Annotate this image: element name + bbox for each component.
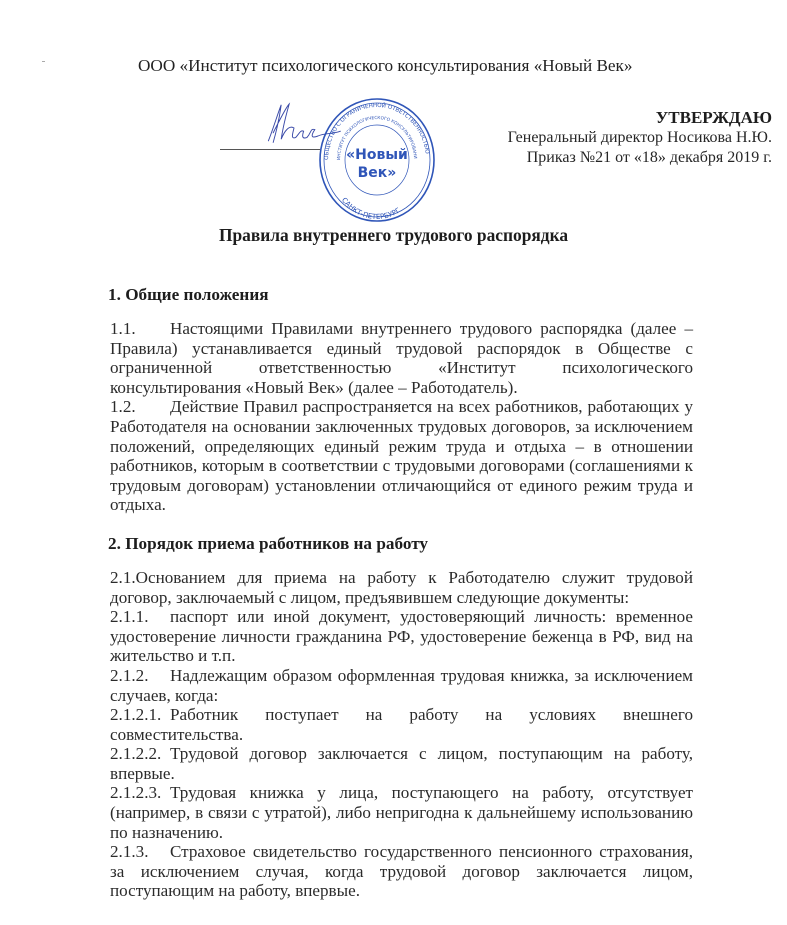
paragraph-number: 1.2. [110,397,136,417]
stamp-outer-text: ОБЩЕСТВО С ОГРАНИЧЕННОЙ ОТВЕТСТВЕННОСТЬЮ [323,102,430,161]
paragraph-text: Страховое свидетельство государственного пенсионного страхования, за исключением случая, когда трудовой договор заключается лицом, поступающим на работу, впервые. [110,842,693,901]
paragraph-text: паспорт или иной документ, удостоверяющий личность: временное удостоверение личности гражданина РФ, удостоверение беженца в РФ, вид на жительство и т.п. [110,607,693,666]
stamp-city-text: САНКТ-ПЕТЕРБУРГ [339,196,402,222]
approval-heading: УТВЕРЖДАЮ [655,108,772,127]
paragraph-2-1-2-1 [110,705,693,744]
paragraph-2-1-2 [110,666,693,705]
section-heading-1: 1. Общие положения [108,285,269,304]
document-title: Правила внутреннего трудового распорядка [218,225,569,245]
paragraph-2-1-1 [110,607,693,666]
paragraph-number: 2.1.2.3. [110,783,162,803]
organization-name: ООО «Институт психологического консультирования «Новый Век» [138,56,633,75]
company-stamp [318,97,436,223]
paragraph-text: Работник поступает на работу на условиях внешнего совместительства. [110,705,693,744]
paragraph-text: Трудовая книжка у лица, поступающего на работу, отсутствует (например, в связи с утратой), либо непригодна к дальнейшему использованию по назначению. [110,783,693,842]
scan-speck [42,61,45,62]
paragraph-2-1-2-2 [110,744,693,783]
document-body [108,225,695,901]
paragraph-number: 2.1.2.1. [110,705,162,725]
paragraph-text: Действие Правил распространяется на всех работников, работающих у Работодателя на основании заключенных трудовых договоров, за исключением положений, определяющих единый режим труда и отдыха – в отношении работников, которым в соответствии с трудовыми договорами (соглашениями к трудовым договорам) установлении отличающийся от единого режим труда и отдыха. [110,397,693,515]
paragraph-text: Надлежащим образом оформленная трудовая книжка, за исключением случаев, когда: [110,665,693,705]
section-heading-2: 2. Порядок приема работников на работу [108,533,429,553]
stamp-center-line1: «Новый [346,147,408,163]
approval-block [452,108,772,168]
paragraph-2-1-3 [110,842,693,901]
stamp-center-line2: Век» [357,165,397,181]
director-name: Генеральный директор Носикова Н.Ю. [507,129,772,146]
paragraph-1-1 [110,319,693,397]
paragraph-number: 2.1.2. [110,665,149,685]
paragraph-2-1 [110,568,693,607]
paragraph-number: 2.1.3. [110,842,149,862]
paragraph-text: Настоящими Правилами внутреннего трудового распорядка (далее – Правила) устанавливается единый трудовой распорядок в Обществе с ограниченной ответственностью «Институт психологического консультирования «Новый Век» (далее – Работодатель). [110,319,693,397]
stamp-inner-text: ИНСТИТУТ ПСИХОЛОГИЧЕСКОГО КОНСУЛЬТИРОВАНИ [336,115,418,161]
paragraph-number: 2.1.1. [110,607,149,627]
paragraph-1-2 [110,397,693,515]
order-reference: Приказ №21 от «18» декабря 2019 г. [526,149,772,166]
paragraph-text: Основанием для приема на работу к Работодателю служит трудовой договор, заключаемый с лицом, предъявившем следующие документы: [110,567,693,607]
paragraph-2-1-2-3 [110,783,693,842]
paragraph-number: 1.1. [110,319,136,338]
paragraph-text: Трудовой договор заключается с лицом, поступающим на работу, впервые. [110,744,693,783]
paragraph-number: 2.1.2.2. [110,744,162,764]
paragraph-number: 2.1. [110,567,136,587]
